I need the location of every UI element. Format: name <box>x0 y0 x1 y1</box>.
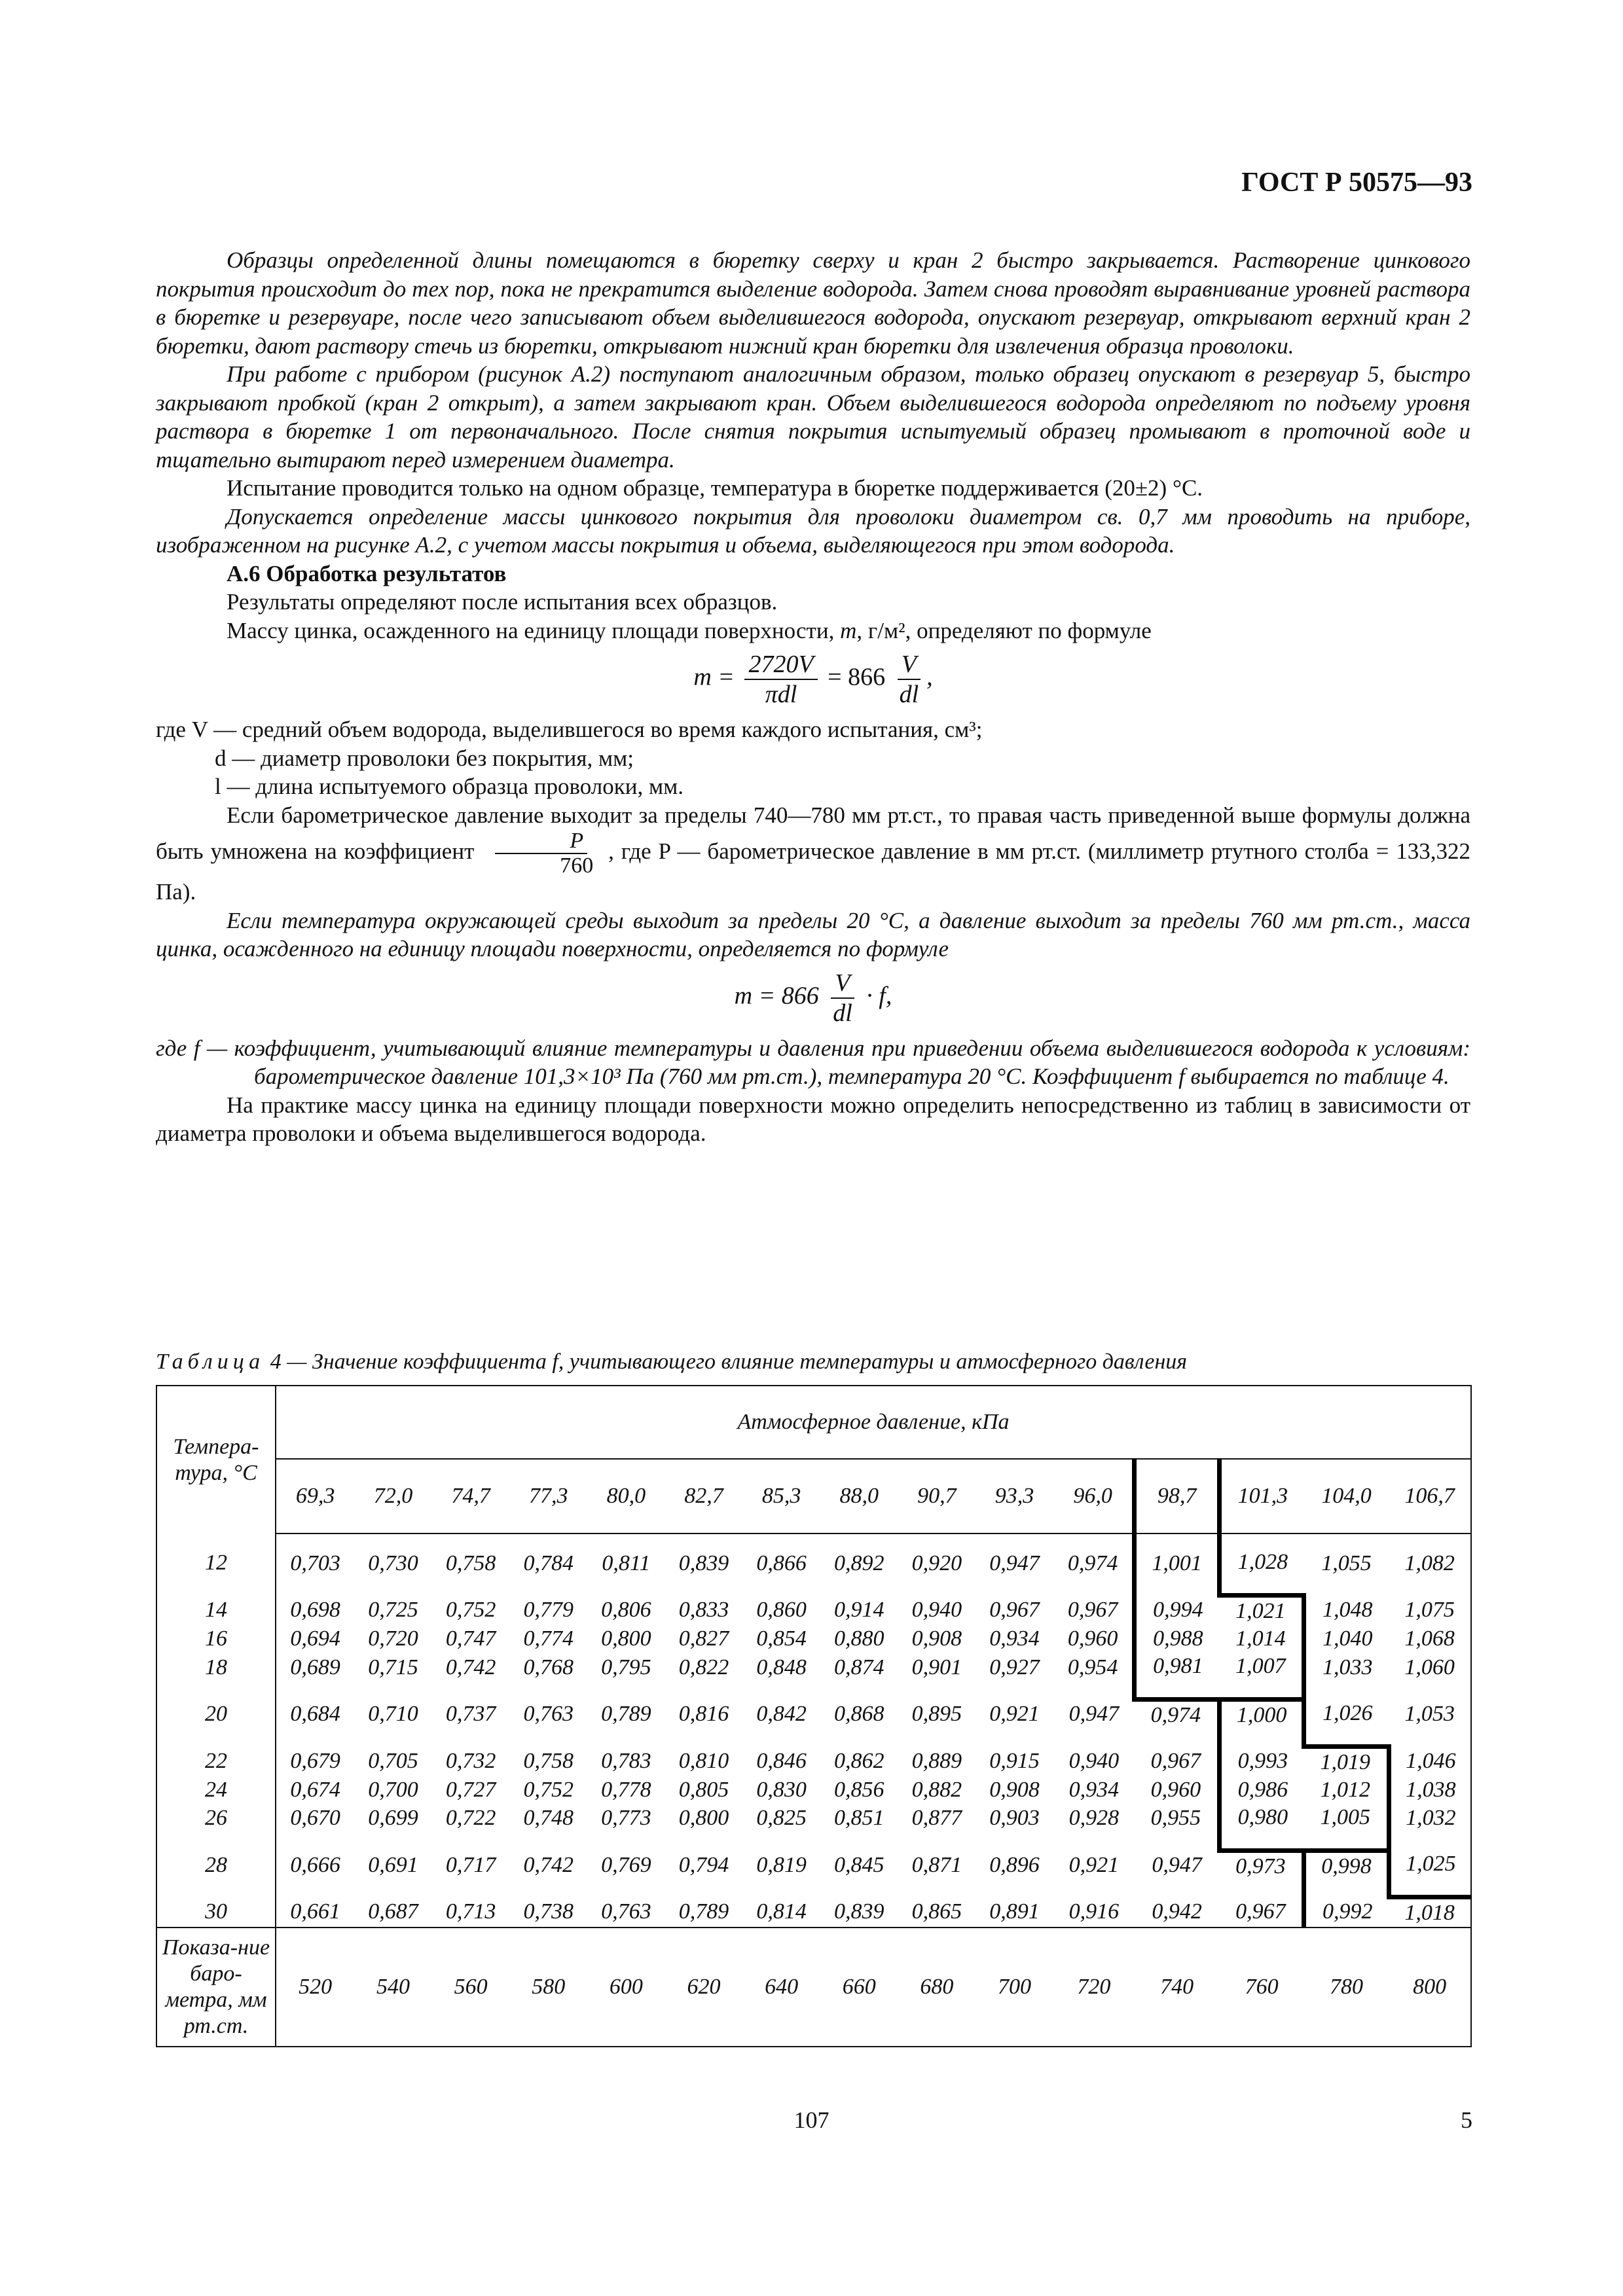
coefficient-cell: 1,033 <box>1322 1655 1373 1679</box>
pressure-col-5: 82,7 <box>665 1459 743 1534</box>
coefficient-cell: 0,865 <box>911 1899 962 1924</box>
coefficient-cell: 0,810 <box>678 1748 729 1773</box>
coefficient-cell: 0,825 <box>756 1806 807 1831</box>
paragraph-6 <box>156 617 1470 645</box>
coefficient-cell: 1,025 <box>1389 1850 1471 1897</box>
formula-1-tail: , <box>926 663 933 691</box>
coefficient-cell: 0,980 <box>1219 1804 1304 1851</box>
barometer-cell: 520 <box>276 1928 354 2047</box>
coefficient-cell: 1,048 <box>1322 1598 1373 1623</box>
body-text <box>156 246 1470 1148</box>
barometer-cell: 640 <box>742 1928 820 2047</box>
coefficient-cell: 0,993 <box>1219 1746 1304 1776</box>
coefficient-cell: 0,710 <box>368 1702 418 1727</box>
temperature-cell: 28 <box>156 1850 276 1897</box>
barometer-cell: 740 <box>1135 1928 1219 2047</box>
pressure-col-4: 80,0 <box>587 1459 665 1534</box>
coefficient-cell: 0,960 <box>1150 1777 1201 1802</box>
coefficient-cell: 0,737 <box>445 1702 496 1727</box>
coefficient-cell: 0,974 <box>1067 1551 1118 1575</box>
coefficient-cell: 0,814 <box>756 1899 807 1924</box>
coefficient-cell: 0,848 <box>756 1655 807 1679</box>
temperature-cell: 22 <box>156 1746 276 1776</box>
coefficient-cell: 0,715 <box>368 1655 418 1679</box>
paragraph-7-text-b: , где P — барометрическое давление в мм рт.ст. (миллиметр ртутного столба = 133,322 Па). <box>156 838 1470 905</box>
coefficient-cell: 0,955 <box>1150 1806 1201 1831</box>
coefficient-cell: 0,666 <box>290 1852 340 1877</box>
barometer-cell: 800 <box>1389 1928 1471 2047</box>
pressure-col-13: 104,0 <box>1304 1459 1389 1534</box>
coefficient-cell: 0,822 <box>678 1655 729 1679</box>
coefficient-cell: 0,934 <box>1068 1777 1120 1802</box>
barometer-cell: 540 <box>354 1928 432 2047</box>
table-row <box>156 1897 1471 1928</box>
coefficient-cell: 0,827 <box>678 1626 729 1651</box>
page-number-center: 107 <box>793 2107 830 2133</box>
coefficient-cell: 0,700 <box>368 1777 418 1802</box>
coefficient-cell: 1,040 <box>1322 1626 1373 1651</box>
coefficient-cell: 0,670 <box>290 1806 340 1831</box>
coefficient-cell: 0,908 <box>911 1626 962 1651</box>
table-row <box>156 1596 1471 1626</box>
paragraph-8: Если температура окружающей среды выходит за пределы 20 °С, а давление выходит за пределы 760 мм рт.ст., масса цинка, осажденного на единицу площади поверхности, определяется по формуле <box>156 907 1470 961</box>
coefficient-cell: 0,882 <box>911 1777 962 1802</box>
coefficient-cell: 0,947 <box>989 1551 1040 1575</box>
coefficient-cell: 0,758 <box>445 1551 496 1575</box>
coefficient-cell: 0,747 <box>445 1626 496 1651</box>
coefficient-cell: 1,053 <box>1404 1702 1455 1727</box>
coefficient-cell: 0,896 <box>989 1852 1040 1877</box>
table-row <box>156 1653 1471 1700</box>
coefficient-cell: 1,000 <box>1219 1700 1304 1747</box>
coefficient-cell: 0,805 <box>678 1777 729 1802</box>
coefficient-cell: 0,940 <box>911 1598 962 1623</box>
paragraph-3: Испытание проводится только на одном образце, температура в бюретке поддерживается (20±2) °С. <box>227 475 1203 501</box>
coefficient-cell: 0,684 <box>290 1702 340 1727</box>
coefficient-cell: 0,703 <box>290 1551 340 1575</box>
coefficient-cell: 0,914 <box>833 1598 884 1623</box>
coefficient-cell: 0,862 <box>833 1748 884 1773</box>
coefficient-cell: 0,705 <box>368 1748 418 1773</box>
coefficient-cell: 0,967 <box>1150 1748 1201 1773</box>
coefficient-cell: 0,860 <box>756 1598 807 1623</box>
coefficient-cell: 1,082 <box>1404 1551 1455 1575</box>
formula-1-lhs: m = <box>693 663 735 691</box>
pressure-col-0: 69,3 <box>276 1459 354 1534</box>
barometer-cell: 560 <box>432 1928 510 2047</box>
coefficient-cell: 0,722 <box>445 1806 496 1831</box>
coefficient-cell: 0,763 <box>523 1702 574 1727</box>
coefficient-cell: 0,874 <box>833 1655 884 1679</box>
formula-1 <box>156 650 1470 709</box>
coefficient-cell: 0,674 <box>290 1777 340 1802</box>
pressure-col-3: 77,3 <box>509 1459 587 1534</box>
paragraph-6-text-a: Массу цинка, осажденного на единицу площади поверхности, <box>227 617 835 643</box>
coefficient-cell: 0,789 <box>601 1702 651 1727</box>
pressure-header: Атмосферное давление, кПа <box>276 1386 1471 1459</box>
formula-1-num-2: V <box>898 650 921 680</box>
coefficient-cell: 0,779 <box>523 1598 574 1623</box>
paragraph-9: где f — коэффициент, учитывающий влияние температуры и давления при приведении объема выделившегося водорода к условиям: барометрическое давление 101,3×10³ Па (760 мм рт.ст.), температура 20 °С. Коэффициент f выбирается по таблице 4. <box>156 1035 1470 1089</box>
coefficient-cell: 0,981 <box>1135 1653 1219 1700</box>
coefficient-cell: 0,927 <box>989 1655 1040 1679</box>
table-caption-label: Таблица <box>156 1350 265 1374</box>
coefficient-cell: 1,019 <box>1304 1746 1389 1776</box>
pressure-col-8: 90,7 <box>898 1459 976 1534</box>
formula-1-den-1: πdl <box>765 681 797 708</box>
paragraph-7-text-a: Если барометрическое давление выходит за пределы 740—780 мм рт.ст., то правая часть приведенной выше формулы должна быть умножена на коэффициент <box>156 802 1470 865</box>
definition-l: l — длина испытуемого образца проволоки, мм. <box>215 774 684 799</box>
coefficient-cell: 0,773 <box>601 1806 651 1831</box>
coefficient-cell: 0,687 <box>368 1899 418 1924</box>
barometer-cell: 680 <box>898 1928 976 2047</box>
coefficient-cell: 0,967 <box>1235 1899 1286 1924</box>
coefficient-cell: 0,783 <box>601 1748 651 1773</box>
coefficient-cell: 0,742 <box>445 1655 496 1679</box>
coefficient-cell: 0,789 <box>678 1899 729 1924</box>
barometer-cell: 700 <box>976 1928 1053 2047</box>
barometer-header: Показа-ние баро-метра, мм рт.ст. <box>156 1928 276 2047</box>
pressure-col-14: 106,7 <box>1389 1459 1471 1534</box>
coefficient-cell: 0,763 <box>601 1899 651 1924</box>
coefficient-cell: 0,947 <box>1068 1702 1120 1727</box>
coefficient-cell: 0,768 <box>523 1655 574 1679</box>
formula-2-fraction <box>829 969 856 1028</box>
formula-1-den-2: dl <box>899 681 919 708</box>
coefficient-cell: 0,880 <box>833 1626 884 1651</box>
coefficient-cell: 0,742 <box>523 1852 574 1877</box>
table-row <box>156 1700 1471 1747</box>
coefficient-cell: 0,689 <box>290 1655 340 1679</box>
table-row <box>156 1776 1471 1804</box>
coefficient-cell: 0,992 <box>1304 1897 1389 1928</box>
paragraph-6-var: m <box>840 617 857 643</box>
paragraph-6-text-b: , г/м², определяют по формуле <box>856 617 1152 643</box>
pressure-col-10: 96,0 <box>1053 1459 1135 1534</box>
coefficient-cell: 1,060 <box>1404 1655 1455 1679</box>
coefficient-cell: 0,901 <box>911 1655 962 1679</box>
temperature-cell: 26 <box>156 1804 276 1851</box>
coefficient-cell: 0,800 <box>678 1806 729 1831</box>
temperature-cell: 18 <box>156 1653 276 1700</box>
temperature-cell: 14 <box>156 1596 276 1626</box>
coefficient-cell: 1,068 <box>1404 1626 1455 1651</box>
coefficient-table <box>156 1385 1472 2047</box>
barometer-cell: 660 <box>820 1928 898 2047</box>
coefficient-cell: 0,947 <box>1152 1852 1202 1877</box>
pressure-col-1: 72,0 <box>354 1459 432 1534</box>
coefficient-cell: 0,830 <box>756 1777 807 1802</box>
coefficient-cell: 1,026 <box>1304 1700 1389 1747</box>
coefficient-cell: 0,895 <box>911 1702 962 1727</box>
coefficient-cell: 1,046 <box>1406 1748 1456 1773</box>
coefficient-cell: 0,730 <box>368 1551 418 1575</box>
section-heading: А.6 Обработка результатов <box>227 560 507 586</box>
coefficient-cell: 0,758 <box>523 1748 574 1773</box>
coefficient-cell: 0,998 <box>1304 1850 1389 1897</box>
pressure-col-2: 74,7 <box>432 1459 510 1534</box>
formula-2-lhs: m = 866 <box>734 982 819 1010</box>
pressure-row <box>156 1459 1471 1534</box>
coefficient-cell: 0,974 <box>1150 1703 1201 1727</box>
barometer-cell: 580 <box>509 1928 587 2047</box>
paragraph-7-den: 760 <box>560 853 594 878</box>
document-id: ГОСТ Р 50575—93 <box>1241 168 1472 198</box>
formula-1-num-1: 2720V <box>744 650 817 680</box>
formula-2 <box>156 969 1470 1028</box>
coefficient-cell: 0,967 <box>989 1598 1040 1623</box>
coefficient-cell: 1,055 <box>1321 1551 1372 1575</box>
paragraph-10: На практике массу цинка на единицу площади поверхности можно определить непосредственно из таблиц в зависимости от диаметра проволоки и объема выделившегося водорода. <box>156 1092 1470 1146</box>
coefficient-cell: 0,727 <box>445 1777 496 1802</box>
coefficient-cell: 0,903 <box>989 1806 1040 1831</box>
coefficient-cell: 0,868 <box>833 1702 884 1727</box>
pressure-col-9: 93,3 <box>976 1459 1053 1534</box>
coefficient-cell: 0,784 <box>523 1551 574 1575</box>
barometer-cell: 720 <box>1053 1928 1135 2047</box>
coefficient-cell: 1,018 <box>1404 1901 1455 1925</box>
coefficient-cell: 0,699 <box>368 1806 418 1831</box>
temperature-cell: 30 <box>156 1897 276 1928</box>
coefficient-cell: 0,994 <box>1135 1596 1219 1626</box>
coefficient-cell: 0,908 <box>989 1777 1040 1802</box>
coefficient-cell: 0,816 <box>678 1702 729 1727</box>
pressure-col-6: 85,3 <box>742 1459 820 1534</box>
coefficient-cell: 0,891 <box>989 1899 1040 1924</box>
paragraph-1: Образцы определенной длины помещаются в бюретку сверху и кран 2 быстро закрывается. Растворение цинкового покрытия происходит до тех пор, пока не прекратится выделение водорода. Затем снова проводят выравнивание уровней раствора в бюретке и резервуаре, после чего записывают объем выделившегося водорода, опускают резервуар, открывают верхний кран 2 бюретки, дают раствору стечь из бюретки, открывают нижний кран бюретки для извлечения образца проволоки. <box>156 247 1470 359</box>
coefficient-cell: 0,967 <box>1067 1598 1118 1623</box>
coefficient-cell: 0,866 <box>756 1551 807 1575</box>
coefficient-cell: 0,889 <box>911 1748 962 1773</box>
coefficient-cell: 0,916 <box>1068 1899 1120 1924</box>
coefficient-cell: 0,986 <box>1219 1776 1304 1804</box>
barometer-cell: 760 <box>1219 1928 1304 2047</box>
definition-d: d — диаметр проволоки без покрытия, мм; <box>215 745 634 771</box>
coefficient-cell: 1,032 <box>1406 1806 1456 1831</box>
pressure-col-12: 101,3 <box>1219 1459 1304 1534</box>
coefficient-cell: 0,921 <box>1068 1852 1120 1877</box>
coefficient-cell: 0,794 <box>678 1852 729 1877</box>
barometer-cell: 600 <box>587 1928 665 2047</box>
formula-1-mid: = 866 <box>828 663 886 691</box>
coefficient-cell: 0,769 <box>601 1852 651 1877</box>
page-number-right: 5 <box>1461 2107 1472 2133</box>
coefficient-cell: 0,752 <box>445 1598 496 1623</box>
formula-1-fraction-1 <box>744 650 817 709</box>
coefficient-cell: 0,846 <box>756 1748 807 1773</box>
coefficient-cell: 0,960 <box>1067 1626 1118 1651</box>
temperature-cell: 20 <box>156 1700 276 1747</box>
coefficient-cell: 0,842 <box>756 1702 807 1727</box>
coefficient-cell: 0,954 <box>1067 1655 1118 1679</box>
coefficient-cell: 0,725 <box>368 1598 418 1623</box>
temperature-cell: 12 <box>156 1534 276 1596</box>
coefficient-cell: 1,012 <box>1304 1776 1389 1804</box>
coefficient-cell: 1,038 <box>1406 1777 1456 1802</box>
table-row <box>156 1804 1471 1851</box>
coefficient-cell: 0,833 <box>678 1598 729 1623</box>
coefficient-cell: 0,774 <box>523 1626 574 1651</box>
coefficient-cell: 0,713 <box>445 1899 496 1924</box>
coefficient-cell: 0,921 <box>989 1702 1040 1727</box>
coefficient-cell: 0,851 <box>833 1806 884 1831</box>
coefficient-cell: 0,934 <box>989 1626 1040 1651</box>
temperature-cell: 16 <box>156 1625 276 1653</box>
coefficient-cell: 0,856 <box>833 1777 884 1802</box>
coefficient-cell: 0,871 <box>911 1852 962 1877</box>
coefficient-cell: 0,691 <box>368 1852 418 1877</box>
barometer-cell: 620 <box>665 1928 743 2047</box>
barometer-cell: 780 <box>1304 1928 1389 2047</box>
coefficient-cell: 0,778 <box>601 1777 651 1802</box>
coefficient-cell: 0,661 <box>290 1899 340 1924</box>
coefficient-cell: 0,738 <box>523 1899 574 1924</box>
paragraph-7-num: P <box>495 829 587 854</box>
coefficient-cell: 0,748 <box>523 1806 574 1831</box>
coefficient-cell: 0,942 <box>1152 1899 1202 1924</box>
coefficient-cell: 0,720 <box>368 1626 418 1651</box>
coefficient-cell: 1,005 <box>1304 1804 1389 1851</box>
coefficient-cell: 0,811 <box>602 1551 651 1575</box>
formula-2-num: V <box>831 969 854 999</box>
formula-1-fraction-2 <box>896 650 923 709</box>
coefficient-cell: 0,988 <box>1135 1625 1219 1653</box>
paragraph-5: Результаты определяют после испытания всех образцов. <box>227 589 778 615</box>
coefficient-cell: 0,845 <box>833 1852 884 1877</box>
table-row <box>156 1534 1471 1596</box>
table-caption-text: 4 — Значение коэффициента f, учитывающего влияние температуры и атмосферного давления <box>270 1350 1188 1374</box>
temperature-cell: 24 <box>156 1776 276 1804</box>
coefficient-cell: 0,819 <box>756 1852 807 1877</box>
paragraph-4: Допускается определение массы цинкового покрытия для проволоки диаметром св. 0,7 мм проводить на приборе, изображенном на рисунке А.2, с учетом массы покрытия и объема, выделяющегося при этом водорода. <box>156 503 1470 558</box>
coefficient-cell: 1,028 <box>1219 1534 1304 1596</box>
coefficient-cell: 0,679 <box>290 1748 340 1773</box>
coefficient-cell: 0,920 <box>911 1551 962 1575</box>
coefficient-cell: 0,732 <box>445 1748 496 1773</box>
paragraph-2: При работе с прибором (рисунок А.2) поступают аналогичным образом, только образец опускают в резервуар 5, быстро закрывают пробкой (кран 2 открыт), а затем закрывают кран. Объем выделившегося водорода определяют по подъему уровня раствора в бюретке 1 от первоначального. После снятия покрытия испытуемый образец промывают в проточной воде и тщательно вытирают перед измерением диаметра. <box>156 361 1470 473</box>
table-caption <box>156 1350 1470 1374</box>
coefficient-cell: 0,795 <box>601 1655 651 1679</box>
coefficient-cell: 0,839 <box>678 1551 729 1575</box>
table-row <box>156 1746 1471 1776</box>
coefficient-cell: 1,075 <box>1404 1598 1455 1623</box>
coefficient-cell: 0,752 <box>523 1777 574 1802</box>
coefficient-cell: 0,915 <box>989 1748 1040 1773</box>
table-row <box>156 1625 1471 1653</box>
pressure-col-11: 98,7 <box>1135 1459 1219 1534</box>
paragraph-7 <box>156 801 1470 906</box>
formula-2-den: dl <box>833 999 852 1027</box>
coefficient-cell: 0,717 <box>445 1852 496 1877</box>
coefficient-cell: 0,973 <box>1235 1854 1286 1878</box>
coefficient-cell: 0,839 <box>833 1899 884 1924</box>
coefficient-cell: 0,694 <box>290 1626 340 1651</box>
coefficient-cell: 0,854 <box>756 1626 807 1651</box>
coefficient-cell: 0,928 <box>1068 1806 1120 1831</box>
coefficient-cell: 1,021 <box>1219 1596 1304 1626</box>
coefficient-cell: 0,806 <box>601 1598 651 1623</box>
paragraph-7-fraction <box>485 829 597 878</box>
coefficient-cell: 0,877 <box>911 1806 962 1831</box>
coefficient-cell: 0,892 <box>833 1551 884 1575</box>
pressure-col-7: 88,0 <box>820 1459 898 1534</box>
formula-2-tail: · f, <box>866 982 892 1010</box>
coefficient-cell: 0,940 <box>1068 1748 1120 1773</box>
coefficient-cell: 0,800 <box>601 1626 651 1651</box>
row-header: Темпера-тура, °С <box>156 1386 276 1534</box>
definition-v: где V — средний объем водорода, выделившегося во время каждого испытания, см³; <box>156 717 983 742</box>
barometer-row <box>156 1928 1471 2047</box>
table-row <box>156 1850 1471 1897</box>
coefficient-cell: 0,698 <box>290 1598 340 1623</box>
coefficient-cell: 1,001 <box>1135 1534 1219 1596</box>
coefficient-cell: 1,007 <box>1219 1653 1304 1700</box>
coefficient-cell: 1,014 <box>1219 1625 1304 1653</box>
